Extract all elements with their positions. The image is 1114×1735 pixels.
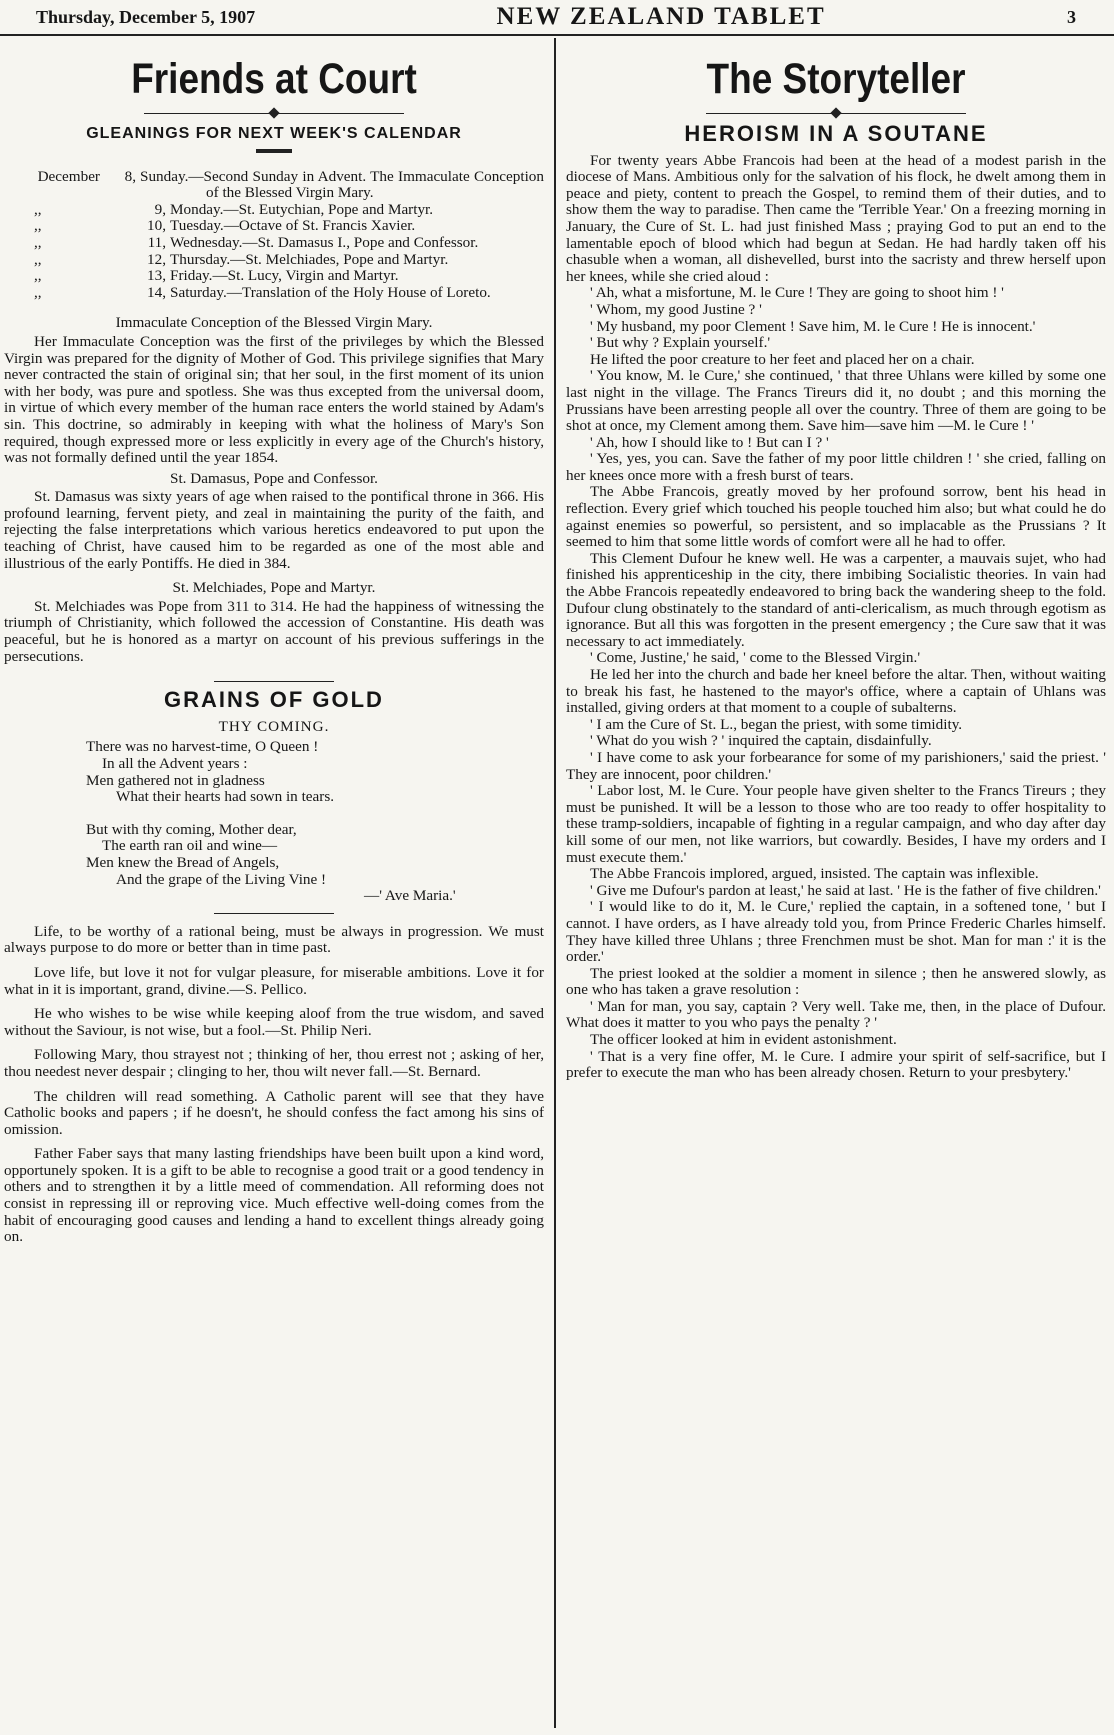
poem-attribution: —' Ave Maria.' (364, 887, 456, 905)
calendar-list (4, 169, 544, 302)
calendar-entry: December 8, Sunday.—Second Sunday in Advent. The Immaculate Conception of the Blessed Virgin Mary. (37, 167, 544, 202)
story-paragraph: He lifted the poor creature to her feet and placed her on a chair. (590, 350, 975, 368)
story-paragraph: ' But why ? Explain yourself.' (590, 334, 771, 352)
story-paragraph: ' What do you wish ? ' inquired the captain, disdainfully. (590, 732, 932, 750)
grains-of-gold-heading: GRAINS OF GOLD (164, 687, 384, 713)
story-paragraph: ' Give me Dufour's pardon at least,' he said at last. ' He is the father of five children.' (590, 881, 1101, 899)
calendar-entry: ,, 13, Friday.—St. Lucy, Virgin and Martyr. (34, 267, 399, 285)
calendar-entry: ,, 12, Thursday.—St. Melchiades, Pope and Martyr. (34, 250, 449, 268)
story-paragraph: ' Labor lost, M. le Cure. Your people have given shelter to the Francs Tireurs ; they must be punished. It will be a lesson to those who are too ready to offer hospitality to these tramp-soldiers, incapable of fighting in a regular campaign, and who day after day kill some of our men, not like warriors, but cowardly. Besides, I have my orders and I must execute them.' (566, 782, 1106, 866)
feast-heading: Immaculate Conception of the Blessed Virgin Mary. (115, 314, 433, 332)
feast-paragraph: St. Damasus was sixty years of age when raised to the pontifical throne in 366. His profound learning, fervent piety, and zeal in maintaining the purity of the faith, and rejecting the false interpretations which various heretics endeavored to put upon the teaching of Christ, have caused him to be regarded as one of the most able and illustrious of the early Pontiffs. He died in 384. (4, 488, 544, 572)
story-paragraph: ' That is a very fine offer, M. le Cure. I admire your spirit of self-sacrifice, but I prefer to execute the man who has been already chosen. Return to your presbytery.' (566, 1047, 1106, 1082)
poem-stanza (4, 739, 544, 805)
poem (4, 719, 544, 905)
story-paragraph: ' My husband, my poor Clement ! Save him, M. le Cure ! He is innocent.' (590, 317, 1036, 335)
story-paragraph: He led her into the church and bade her kneel before the altar. Then, without waiting to break his fast, he hastened to the mayor's office, where a captain of Uhlans was installed, giving orders at that moment to a couple of subalterns. (566, 666, 1106, 717)
grain-paragraph: Following Mary, thou strayest not ; thinking of her, thou errest not ; asking of her, thou needest never despair ; clinging to her, thou wilt never fall.—St. Bernard. (4, 1046, 544, 1080)
calendar-entry: ,, 9, Monday.—St. Eutychian, Pope and Martyr. (34, 200, 434, 218)
issue-date: Thursday, December 5, 1907 (36, 6, 256, 27)
grain-paragraph: Life, to be worthy of a rational being, must be always in progression. We must always purpose to do more or better than in time past. (4, 922, 544, 957)
page-header (36, 4, 1076, 30)
ornament-rule (706, 108, 966, 120)
story-subhead: HEROISM IN A SOUTANE (684, 121, 988, 146)
story-paragraph: ' Ah, what a misfortune, M. le Cure ! They are going to shoot him ! ' (590, 284, 1004, 302)
story-paragraph: ' Yes, yes, you can. Save the father of my poor little children ! ' she cried, falling on her knees once more with a fresh burst of tears. (566, 450, 1106, 484)
page-number: 3 (1067, 6, 1076, 27)
right-column (566, 52, 1106, 1732)
grain-paragraph: The children will read something. A Catholic parent will see that they have Catholic books and papers ; if he doesn't, he should confess the fact among his sins of omission. (4, 1087, 544, 1138)
poem-line: In all the Advent years : (102, 755, 248, 772)
story-paragraph: ' I am the Cure of St. L., began the priest, with some timidity. (590, 715, 963, 733)
poem-line: And the grape of the Living Vine ! (116, 870, 327, 888)
poem-line: Men knew the Bread of Angels, (86, 853, 280, 871)
story-paragraph: ' Man for man, you say, captain ? Very well. Take me, then, in the place of Dufour. What does it matter to you who pays the penalty ? ' (566, 997, 1106, 1032)
calendar-entry: ,, 14, Saturday.—Translation of the Holy House of Loreto. (34, 283, 491, 301)
short-rule (256, 149, 292, 153)
left-column (4, 52, 544, 1732)
poem-line: There was no harvest-time, O Queen ! (86, 738, 319, 756)
story-paragraph: ' Ah, how I should like to ! But can I ? ' (590, 433, 829, 451)
feast-paragraph: St. Melchiades was Pope from 311 to 314. He had the happiness of witnessing the triumph of Christianity, which followed the accession of Constantine. His death was peaceful, but he is honored as a martyr on account of his previous sufferings in the persecutions. (4, 597, 544, 665)
poem-line: What their hearts had sown in tears. (116, 788, 335, 806)
column-divider (554, 38, 556, 1728)
story-paragraph: For twenty years Abbe Francois had been at the head of a modest parish in the diocese of Mans. Ambitious only for the salvation of his flock, he dwelt among them in peace and piety, content to preach the Gospel, to remind them of their duties, and to show them the way to paradise. Then came the 'Terrible Year.' On a freezing morning in January, the Cure of St. L. had just finished Mass ; praying God to put an end to the lamentable epoch of blood which had begun at Sedan. He had hardly taken off his chasuble when a woman, all dishevelled, burst into the sacristy and threw herself upon her knees, while she cried aloud : (566, 151, 1106, 285)
calendar-subhead: GLEANINGS FOR NEXT WEEK'S CALENDAR (86, 125, 462, 142)
grain-paragraph: Father Faber says that many lasting friendships have been built upon a kind word, opportunely spoken. It is a gift to be able to recognise a good trait or a good tendency in others and to strengthen it by a little meed of commendation. All reforming does not consist in repressing ill or reproving vice. Much effective well-doing comes from the habit of encouraging good causes and lending a hand to excellent things already going on. (4, 1145, 544, 1246)
grain-paragraph: Love life, but love it not for vulgar pleasure, for miserable ambitions. Love it for what in it is important, grand, divine.—S. Pellico. (4, 963, 544, 998)
grain-paragraph: He who wishes to be wise while keeping aloof from the true wisdom, and saved without the Saviour, is not wise, but a fool.—St. Philip Neri. (4, 1005, 544, 1039)
story-paragraph: The officer looked at him in evident astonishment. (590, 1031, 897, 1049)
ornament-rule (144, 108, 404, 120)
newspaper-masthead: NEW ZEALAND TABLET (496, 3, 826, 30)
poem-stanza (4, 822, 544, 888)
section-title-storyteller: The Storyteller (706, 55, 966, 103)
feast-paragraph: Her Immaculate Conception was the first of the privileges by which the Blessed Virgin was prepared for the dignity of Mother of God. This privilege signifies that Mary never contracted the stain of original sin; that her soul, in the first moment of its union with her body, was pure and spotless. She was thus excepted from the universal doom, in virtue of which every member of the human race enters the world stained by Adam's sin. This doctrine, so admirably in keeping with what the holiness of Mary's Son required, though expressed more or less explicitly in every age of the Church's history, was not formally defined until the year 1854. (4, 332, 544, 467)
poem-line: The earth ran oil and wine— (102, 837, 278, 855)
story-paragraph: ' I have come to ask your forbearance for some of my parishioners,' said the priest. ' They are innocent, poor children.' (566, 748, 1106, 783)
story-paragraph: The Abbe Francois implored, argued, insisted. The captain was inflexible. (590, 865, 1039, 883)
story-paragraph: The Abbe Francois, greatly moved by her profound sorrow, bent his head in reflection. Every grief which touched his people touched him also; but what could he do against enemies so powerful, so persistent, and so implacable as the Prussians ? It seemed to him that some little words of comfort were all he had to offer. (566, 483, 1106, 551)
calendar-entry: ,, 10, Tuesday.—Octave of St. Francis Xavier. (34, 217, 416, 235)
header-rule (0, 34, 1114, 36)
story-paragraph: ' You know, M. le Cure,' she continued, ' that three Uhlans were killed by some one last night in the village. The Francs Tireurs did it, no doubt ; and this morning the Prussians have been arresting people all over the country. Three of them are going to be shot at once, my Clement among them. Save him—save him —M. le Cure ! ' (566, 367, 1106, 435)
section-rule (214, 681, 334, 682)
poem-line: But with thy coming, Mother dear, (86, 820, 297, 838)
section-rule (214, 913, 334, 914)
poem-line: Men gathered not in gladness (86, 771, 265, 789)
feast-heading: St. Melchiades, Pope and Martyr. (172, 579, 376, 597)
story-paragraph: The priest looked at the soldier a moment in silence ; then he answered slowly, as one who has taken a grave resolution : (566, 964, 1106, 999)
story-paragraph: ' Whom, my good Justine ? ' (590, 300, 762, 318)
section-title-friends-at-court: Friends at Court (131, 55, 417, 103)
poem-title: THY COMING. (218, 717, 330, 735)
feast-heading: St. Damasus, Pope and Confessor. (170, 469, 378, 487)
story-paragraph: ' I would like to do it, M. le Cure,' replied the captain, in a softened tone, ' but I cannot. I have orders, as I have already told you, from Prince Frederic Charles himself. They have killed three Uhlans ; three Frenchmen must be shot. Man for man :' it is the order.' (566, 898, 1106, 966)
calendar-entry: ,, 11, Wednesday.—St. Damasus I., Pope and Confessor. (34, 233, 479, 251)
story-paragraph: This Clement Dufour he knew well. He was a carpenter, a mauvais sujet, who had finished his apprenticeship in the city, there imbibing Socialistic theories. In vain had the Abbe Francois repeatedly endeavored to bring back the wandering sheep to the fold. Dufour clung obstinately to the standard of anti-clericalism, as much through egotism as ignorance. But all this was forgotten in the present emergency ; the Cure saw that it was necessary to act immediately. (566, 549, 1106, 650)
story-paragraph: ' Come, Justine,' he said, ' come to the Blessed Virgin.' (590, 649, 921, 667)
